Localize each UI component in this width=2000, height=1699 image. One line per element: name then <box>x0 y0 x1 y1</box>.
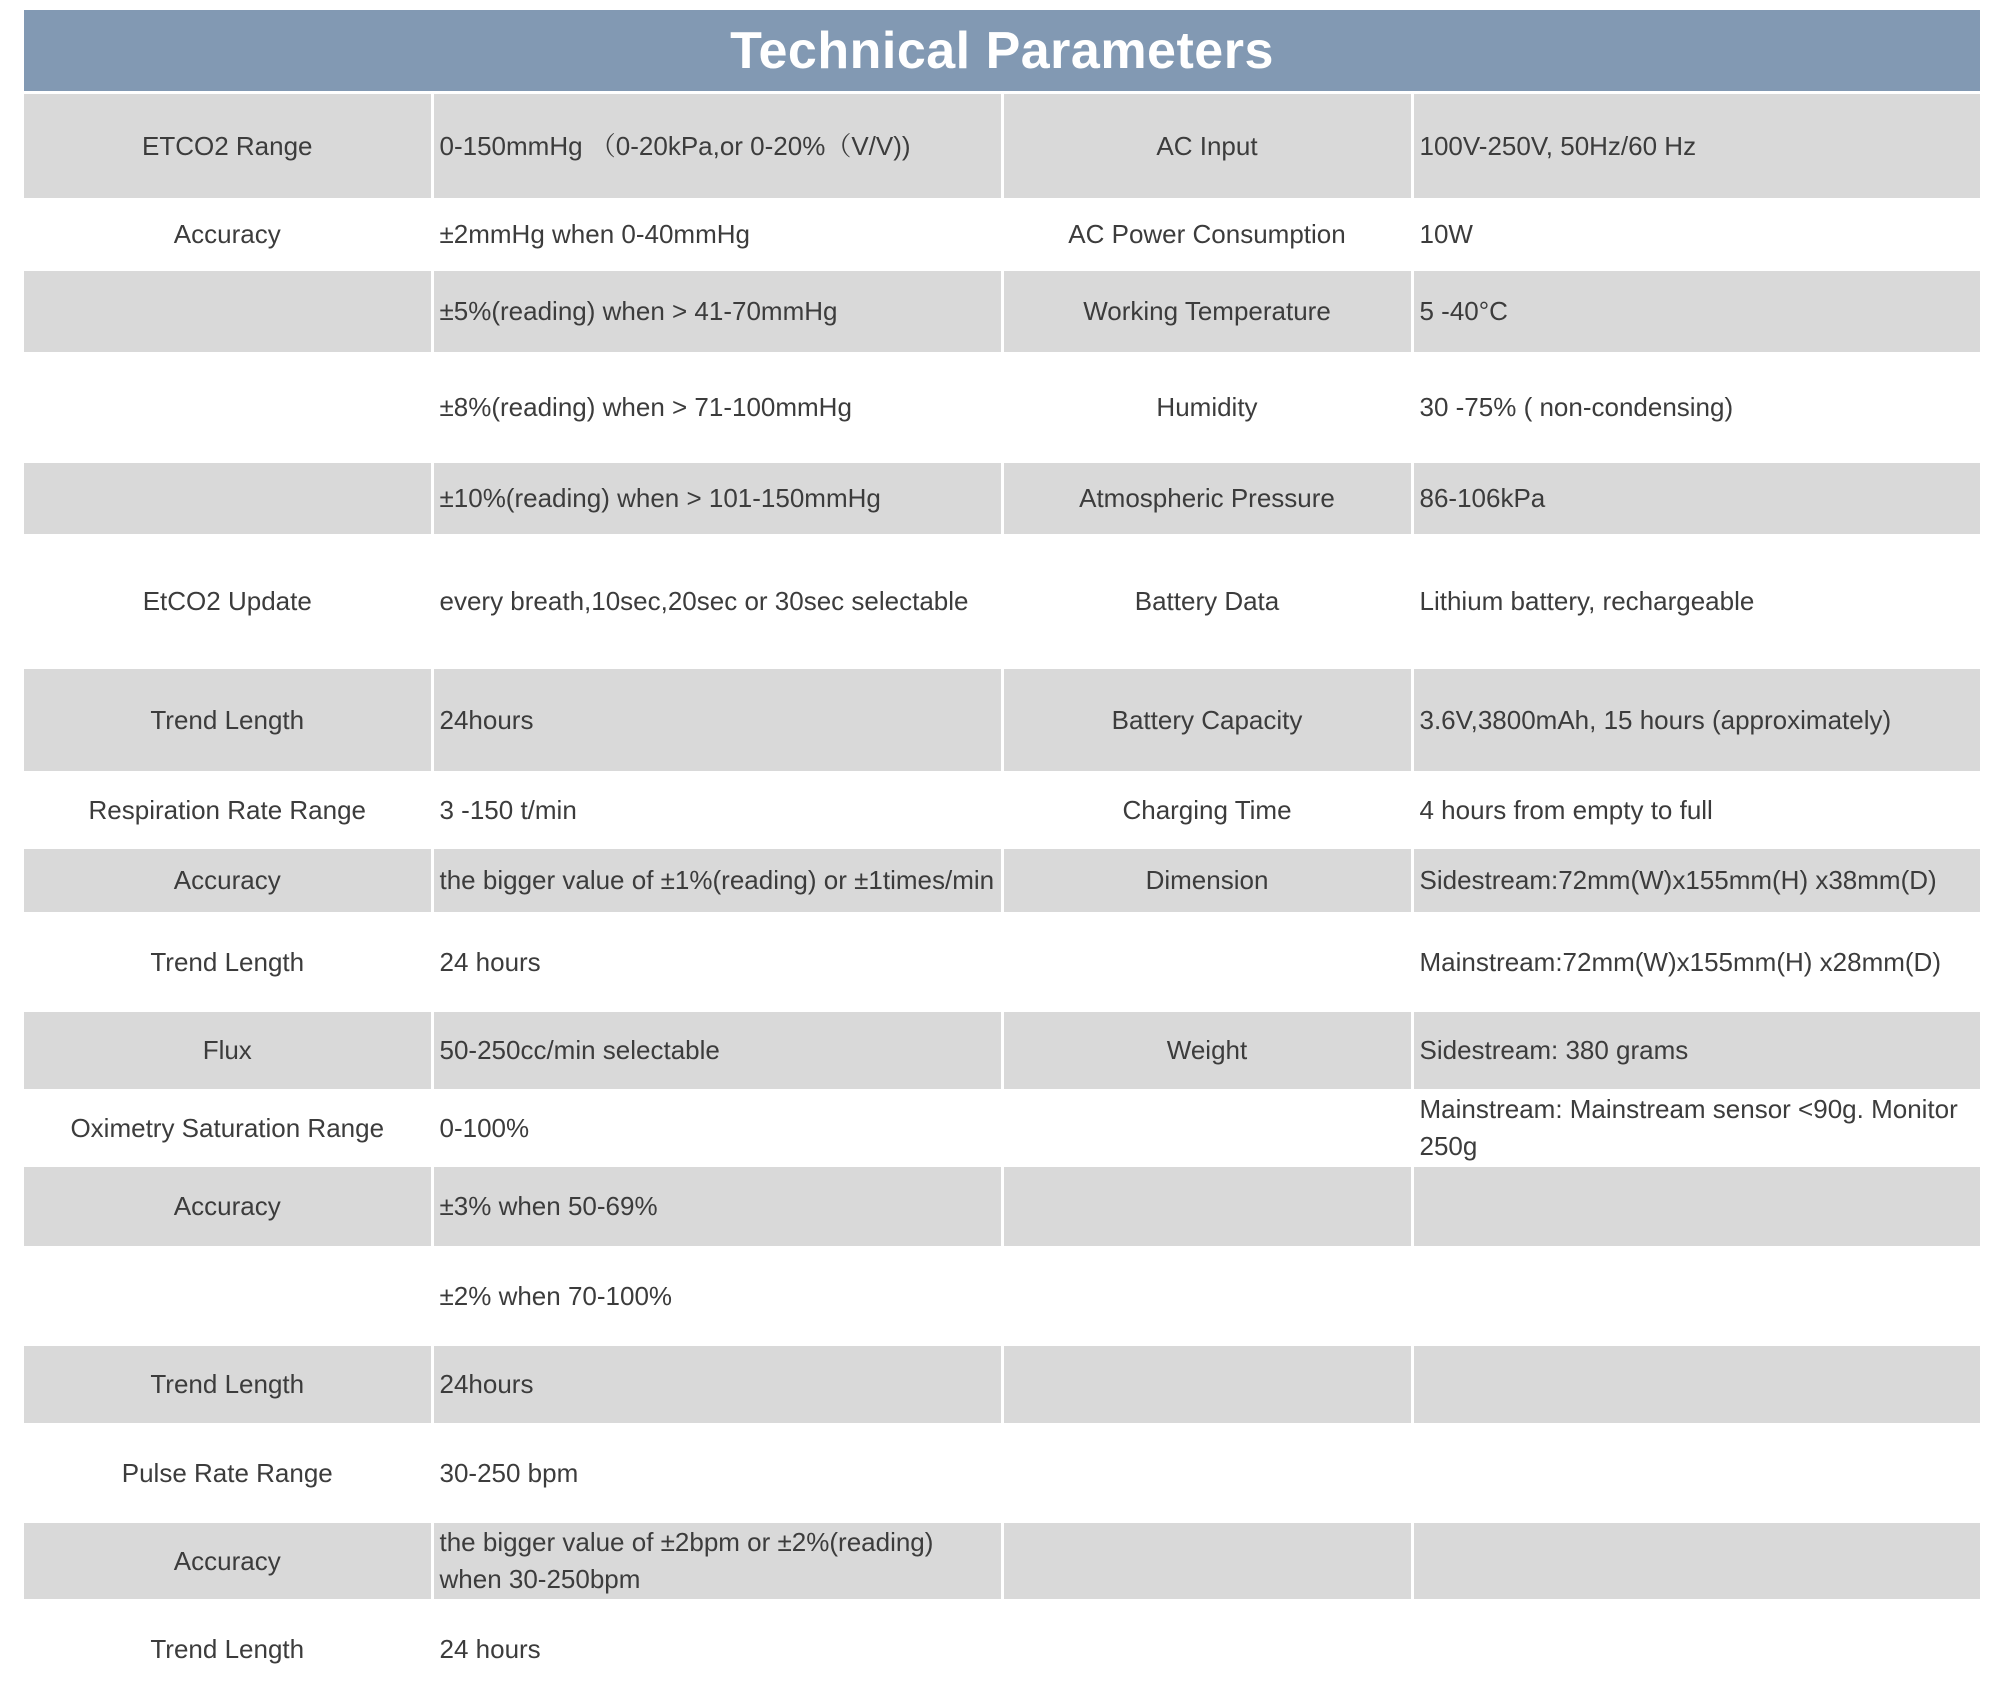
parameters-table <box>24 94 1980 1699</box>
parameter-label: Weight <box>1002 1012 1412 1089</box>
table-row <box>24 94 1980 198</box>
technical-parameters-sheet <box>24 10 1980 1699</box>
parameter-value: 24hours <box>432 1346 1002 1423</box>
parameter-label <box>1002 1246 1412 1346</box>
parameter-value: 3 -150 t/min <box>432 771 1002 849</box>
parameter-value: ±2% when 70-100% <box>432 1246 1002 1346</box>
parameter-value: ±8%(reading) when > 71-100mmHg <box>432 352 1002 463</box>
parameter-value: Mainstream:72mm(W)x155mm(H) x28mm(D) <box>1412 912 1980 1012</box>
table-row <box>24 1012 1980 1089</box>
parameter-value: 0-150mmHg （0-20kPa,or 0-20%（V/V)) <box>432 94 1002 198</box>
table-row <box>24 1599 1980 1699</box>
parameter-label <box>1002 1089 1412 1167</box>
table-row <box>24 1246 1980 1346</box>
parameter-label: Accuracy <box>24 849 432 912</box>
parameter-label <box>1002 1599 1412 1699</box>
parameter-label: Battery Data <box>1002 534 1412 669</box>
parameter-value <box>1412 1246 1980 1346</box>
parameter-value: 30 -75% ( non-condensing) <box>1412 352 1980 463</box>
parameter-value: 24 hours <box>432 1599 1002 1699</box>
parameter-value: Lithium battery, rechargeable <box>1412 534 1980 669</box>
parameter-label <box>1002 912 1412 1012</box>
parameter-label: Trend Length <box>24 1599 432 1699</box>
parameter-value: 5 -40°C <box>1412 271 1980 352</box>
parameter-value: the bigger value of ±1%(reading) or ±1times/min <box>432 849 1002 912</box>
parameter-label <box>1002 1167 1412 1246</box>
parameter-value: 4 hours from empty to full <box>1412 771 1980 849</box>
parameter-label: Accuracy <box>24 198 432 271</box>
parameter-label: Flux <box>24 1012 432 1089</box>
parameter-value <box>1412 1423 1980 1523</box>
parameter-label: Dimension <box>1002 849 1412 912</box>
parameter-label: Respiration Rate Range <box>24 771 432 849</box>
table-row <box>24 352 1980 463</box>
parameter-value: Sidestream: 380 grams <box>1412 1012 1980 1089</box>
parameter-label <box>1002 1346 1412 1423</box>
parameter-label: AC Power Consumption <box>1002 198 1412 271</box>
table-row <box>24 198 1980 271</box>
table-row <box>24 1346 1980 1423</box>
parameter-value <box>1412 1346 1980 1423</box>
parameter-label <box>1002 1423 1412 1523</box>
parameter-value: 50-250cc/min selectable <box>432 1012 1002 1089</box>
parameter-label: Accuracy <box>24 1167 432 1246</box>
parameter-value: 24 hours <box>432 912 1002 1012</box>
table-row <box>24 771 1980 849</box>
parameter-value: ±2mmHg when 0-40mmHg <box>432 198 1002 271</box>
parameter-label: Trend Length <box>24 669 432 771</box>
parameter-value: 100V-250V, 50Hz/60 Hz <box>1412 94 1980 198</box>
page-title: Technical Parameters <box>730 21 1274 80</box>
table-row <box>24 463 1980 534</box>
table-row <box>24 1089 1980 1167</box>
parameter-label <box>24 1246 432 1346</box>
parameter-value: 0-100% <box>432 1089 1002 1167</box>
parameter-value: 10W <box>1412 198 1980 271</box>
table-row <box>24 1523 1980 1599</box>
parameter-value <box>1412 1167 1980 1246</box>
parameter-value: Sidestream:72mm(W)x155mm(H) x38mm(D) <box>1412 849 1980 912</box>
parameter-label: AC Input <box>1002 94 1412 198</box>
parameter-label: ETCO2 Range <box>24 94 432 198</box>
parameter-label: Working Temperature <box>1002 271 1412 352</box>
title-bar <box>24 10 1980 94</box>
parameter-value: 24hours <box>432 669 1002 771</box>
parameter-value: ±10%(reading) when > 101-150mmHg <box>432 463 1002 534</box>
parameter-label: Battery Capacity <box>1002 669 1412 771</box>
parameter-label <box>1002 1523 1412 1599</box>
parameter-label: Humidity <box>1002 352 1412 463</box>
parameter-value: 86-106kPa <box>1412 463 1980 534</box>
parameter-label <box>24 352 432 463</box>
parameter-label: Oximetry Saturation Range <box>24 1089 432 1167</box>
table-row <box>24 912 1980 1012</box>
table-row <box>24 669 1980 771</box>
parameter-label: Accuracy <box>24 1523 432 1599</box>
table-row <box>24 271 1980 352</box>
parameter-value <box>1412 1599 1980 1699</box>
parameter-value <box>1412 1523 1980 1599</box>
table-row <box>24 1423 1980 1523</box>
parameter-label: Trend Length <box>24 912 432 1012</box>
parameter-label: Atmospheric Pressure <box>1002 463 1412 534</box>
parameter-value: Mainstream: Mainstream sensor <90g. Monitor 250g <box>1412 1089 1980 1167</box>
parameter-value: ±5%(reading) when > 41-70mmHg <box>432 271 1002 352</box>
parameter-value: 3.6V,3800mAh, 15 hours (approximately) <box>1412 669 1980 771</box>
parameter-value: ±3% when 50-69% <box>432 1167 1002 1246</box>
parameter-label: EtCO2 Update <box>24 534 432 669</box>
table-row <box>24 1167 1980 1246</box>
parameter-label <box>24 271 432 352</box>
table-row <box>24 849 1980 912</box>
parameter-value: 30-250 bpm <box>432 1423 1002 1523</box>
parameter-label: Trend Length <box>24 1346 432 1423</box>
parameter-label <box>24 463 432 534</box>
parameter-value: every breath,10sec,20sec or 30sec selectable <box>432 534 1002 669</box>
parameter-label: Pulse Rate Range <box>24 1423 432 1523</box>
table-row <box>24 534 1980 669</box>
parameter-label: Charging Time <box>1002 771 1412 849</box>
parameter-value: the bigger value of ±2bpm or ±2%(reading) when 30-250bpm <box>432 1523 1002 1599</box>
